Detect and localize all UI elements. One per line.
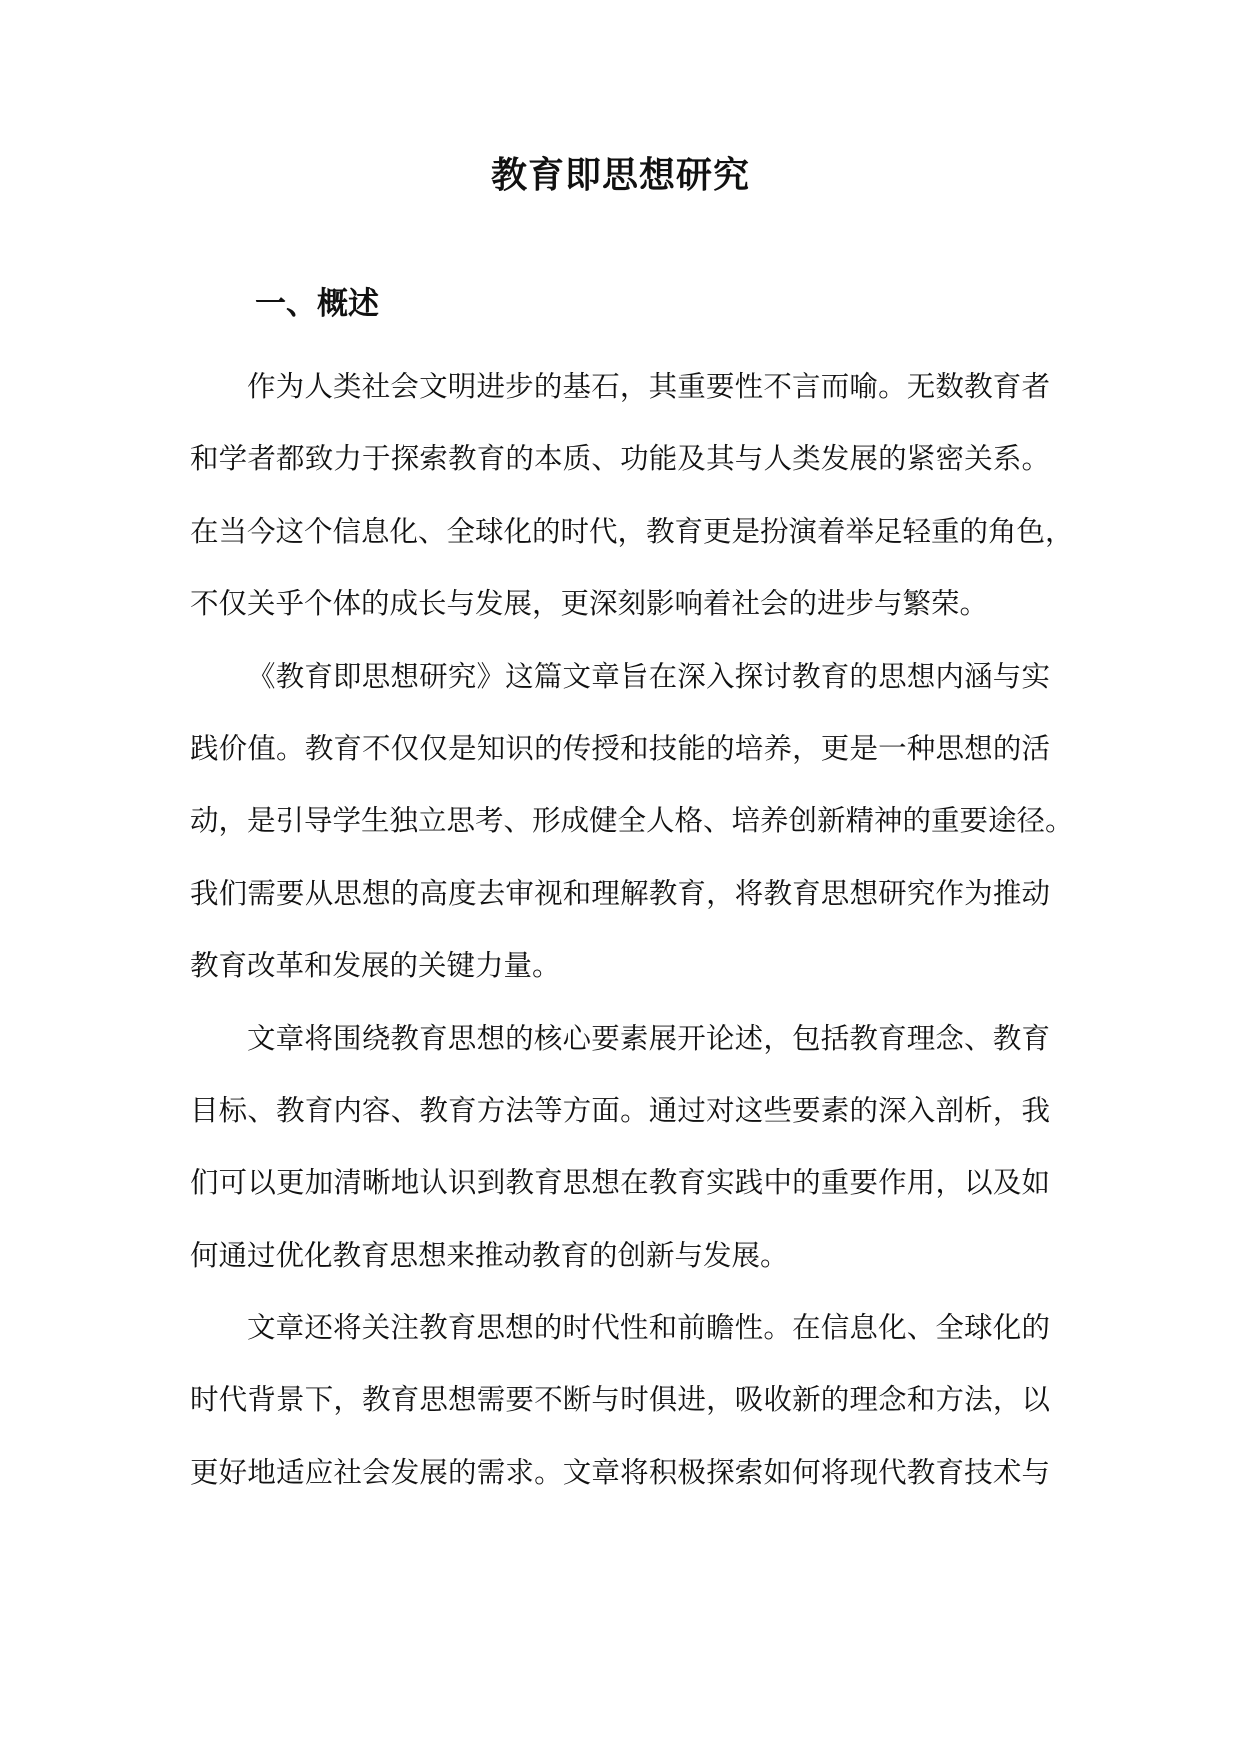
paragraph-line: 践价值。教育不仅仅是知识的传授和技能的培养，更是一种思想的活 — [190, 731, 1050, 765]
paragraph-line: 《教育即思想研究》这篇文章旨在深入探讨教育的思想内涵与实 — [247, 659, 1050, 693]
paragraph-line: 作为人类社会文明进步的基石，其重要性不言而喻。无数教育者 — [247, 370, 1050, 403]
paragraph-2 — [190, 653, 1074, 1015]
paragraph-line: 在当今这个信息化、全球化的时代，教育更是扮演着举足轻重的角色， — [190, 514, 1074, 548]
document-body — [190, 363, 1074, 1521]
paragraph-line: 时代背景下，教育思想需要不断与时俱进，吸收新的理念和方法，以 — [190, 1383, 1050, 1417]
paragraph-line: 文章还将关注教育思想的时代性和前瞻性。在信息化、全球化的 — [247, 1311, 1050, 1345]
section-heading-overview: 一、概述 — [255, 286, 379, 322]
paragraph-line: 文章将围绕教育思想的核心要素展开论述，包括教育理念、教育 — [247, 1021, 1050, 1055]
paragraph-line: 更好地适应社会发展的需求。文章将积极探索如何将现代教育技术与 — [190, 1455, 1050, 1489]
paragraph-line: 教育改革和发展的关键力量。 — [190, 949, 561, 983]
paragraph-line: 何通过优化教育思想来推动教育的创新与发展。 — [190, 1238, 789, 1272]
paragraph-4 — [190, 1304, 1050, 1521]
paragraph-line: 和学者都致力于探索教育的本质、功能及其与人类发展的紧密关系。 — [190, 442, 1050, 476]
paragraph-line: 们可以更加清晰地认识到教育思想在教育实践中的重要作用，以及如 — [190, 1166, 1050, 1200]
paragraph-1 — [190, 363, 1074, 653]
paragraph-line: 不仅关乎个体的成长与发展，更深刻影响着社会的进步与繁荣。 — [190, 587, 989, 621]
paragraph-line: 我们需要从思想的高度去审视和理解教育，将教育思想研究作为推动 — [190, 876, 1050, 910]
paragraph-line: 动，是引导学生独立思考、形成健全人格、培养创新精神的重要途径。 — [190, 804, 1074, 838]
paragraph-3 — [190, 1015, 1050, 1305]
paragraph-line: 目标、教育内容、教育方法等方面。通过对这些要素的深入剖析，我 — [190, 1093, 1050, 1127]
document-title: 教育即思想研究 — [490, 155, 750, 196]
